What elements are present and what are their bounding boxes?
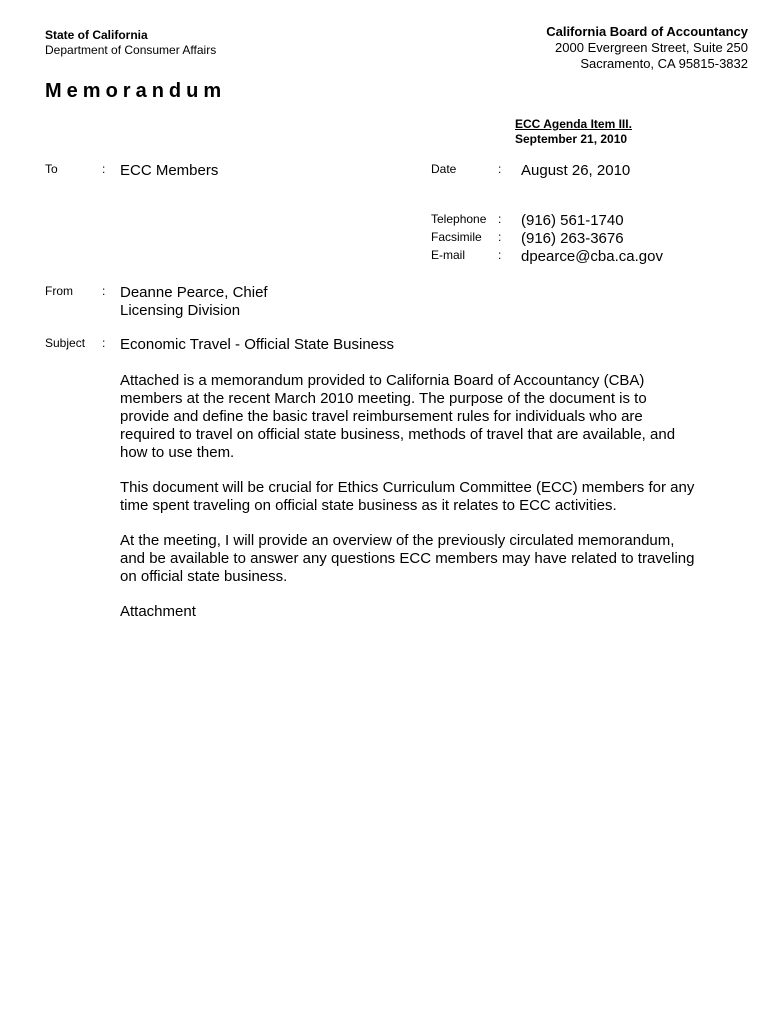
subject-colon: : [102,336,106,350]
board-address-block [546,24,748,72]
department-name: Department of Consumer Affairs [45,43,217,57]
to-value: ECC Members [120,162,219,179]
memo-title: Memorandum [45,80,227,102]
board-address-line1: 2000 Evergreen Street, Suite 250 [555,40,748,55]
facsimile-value: (916) 263-3676 [521,230,624,247]
date-label: Date [431,162,457,176]
to-colon: : [102,162,106,176]
email-label: E-mail [431,248,466,262]
subject-label: Subject [45,336,86,350]
to-label: To [45,162,58,176]
body-paragraph-1: Attached is a memorandum provided to California Board of Accountancy (CBA) members at the recent March 2010 meeting. The purpose of the document is to provide and define the basic travel reimbursement rules for individuals who are required to travel on official state business, methods of travel that are available, and how to use them. [120,372,676,461]
agenda-item: ECC Agenda Item III. [515,117,632,131]
body-paragraph-2: This document will be crucial for Ethics Curriculum Committee (ECC) members for any time spent traveling on official state business as it relates to ECC activities. [120,479,695,514]
memo-body [120,372,700,638]
attachment-label: Attachment [120,603,196,620]
email-colon: : [498,248,502,262]
agenda-date: September 21, 2010 [515,132,628,146]
from-division: Licensing Division [120,302,241,319]
from-label: From [45,284,73,298]
from-colon: : [102,284,106,298]
subject-value: Economic Travel - Official State Business [120,336,394,353]
facsimile-colon: : [498,230,502,244]
date-value: August 26, 2010 [521,162,631,179]
from-name: Deanne Pearce, Chief [120,284,268,301]
board-name: California Board of Accountancy [546,24,748,39]
email-value: dpearce@cba.ca.gov [521,248,663,265]
telephone-colon: : [498,212,502,226]
telephone-label: Telephone [431,212,487,226]
body-paragraph-3: At the meeting, I will provide an overview of the previously circulated memorandum, and be available to answer any questions ECC members may have related to traveling on official state business. [120,532,695,585]
date-colon: : [498,162,502,176]
board-address-line2: Sacramento, CA 95815-3832 [580,56,748,71]
facsimile-label: Facsimile [431,230,482,244]
telephone-value: (916) 561-1740 [521,212,624,229]
agenda-reference [515,117,632,147]
state-name: State of California [45,28,148,42]
